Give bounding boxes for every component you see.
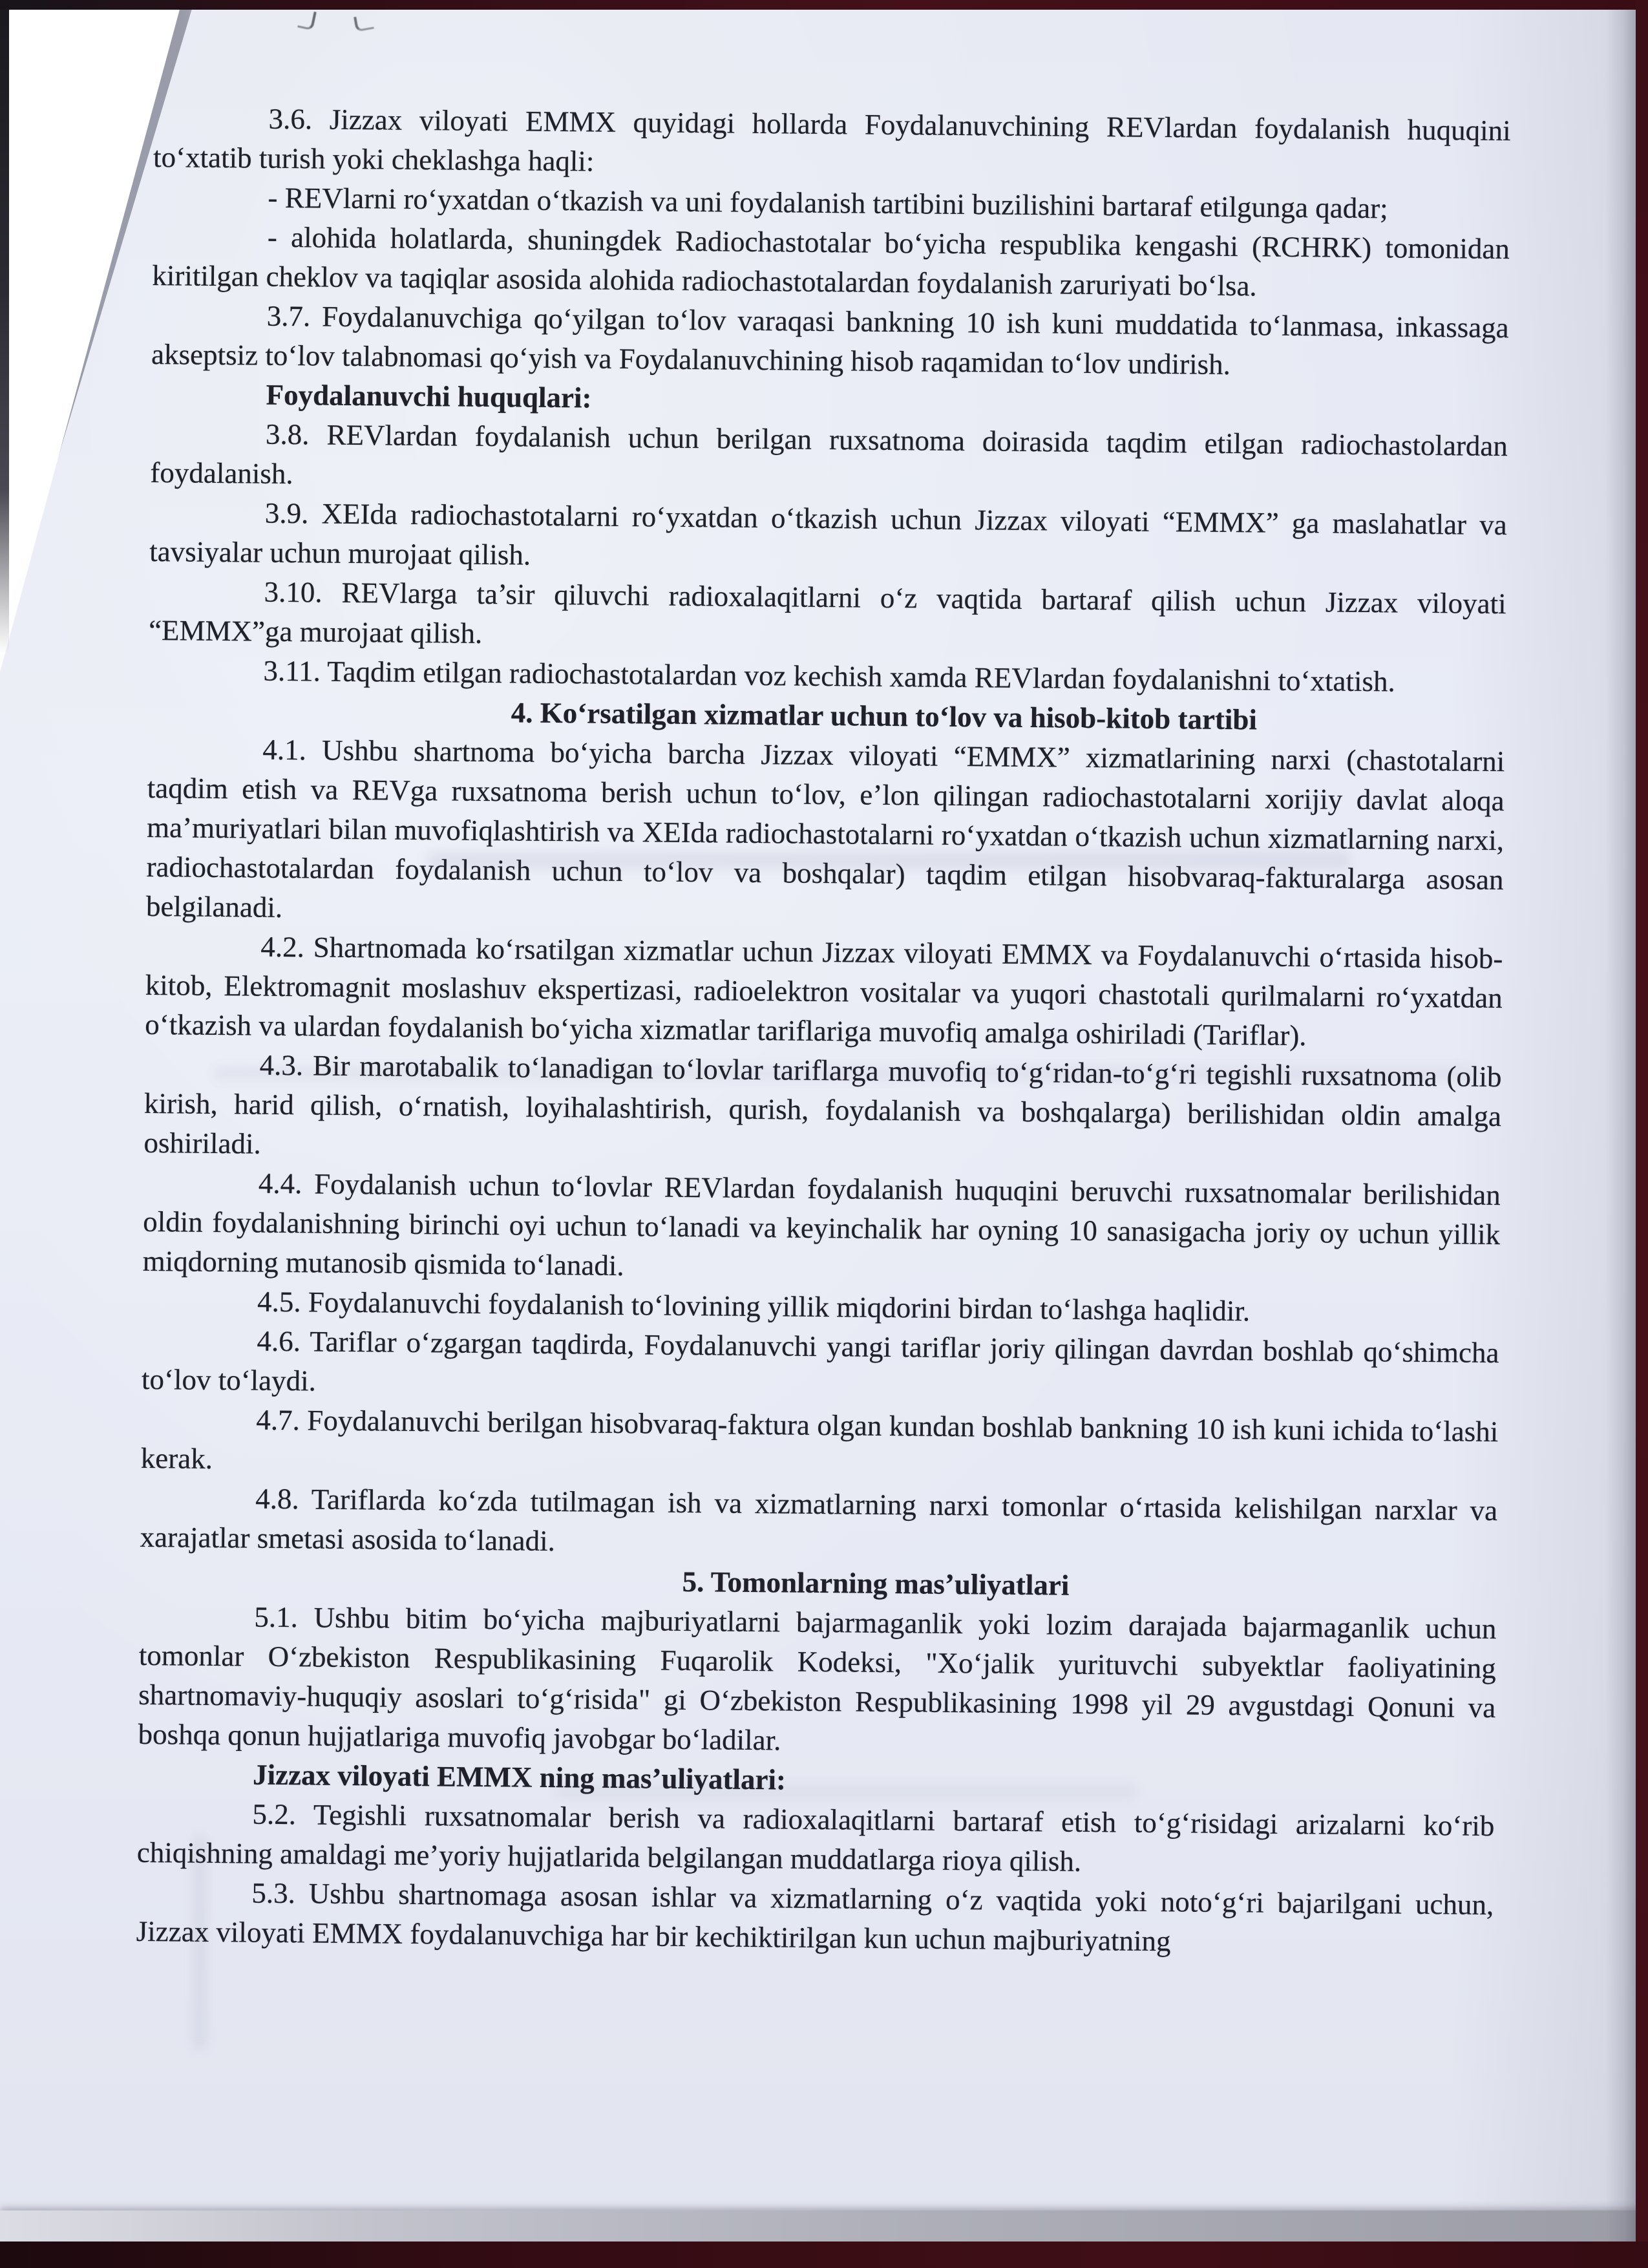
- scan-bottom-edge: [0, 2242, 1648, 2268]
- page-bottom-edge: [0, 2210, 1648, 2243]
- heading-section-4: 4. Ko‘rsatilgan xizmatlar uchun to‘lov va hisob-kitob tartibi: [511, 696, 1258, 736]
- document-text: [136, 98, 1510, 1964]
- heading-user-rights: Foydalanuvchi huquqlari:: [266, 378, 592, 414]
- scan-top-edge: [0, 0, 1648, 10]
- clause-5-2: 5.2. Tegishli ruxsatnomalar berish va radioxalaqitlarni bartaraf etish to‘g‘risidagi arizalarni ko‘rib chiqishning amaldagi me’yoriy hujjatlarida belgilangan muddatlarga rioya qilish.: [136, 1797, 1495, 1878]
- clause-3-7: 3.7. Foydalanuvchiga qo‘yilgan to‘lov varaqasi bankning 10 ish kuni muddatida to‘lanmasa, inkassaga akseptsiz to‘lov talabnomasi qo‘yish va Foydalanuvchining hisob raqamidan to‘lov undirish.: [151, 299, 1509, 381]
- clause-3-11: 3.11. Taqdim etilgan radiochastotalardan voz kechish xamda REVlardan foydalanishni to‘xtatish.: [263, 654, 1396, 698]
- clause-3-8: 3.8. REVlardan foydalanish uchun berilgan ruxsatnoma doirasida taqdim etilgan radiochastolardan foydalanish.: [150, 418, 1508, 491]
- left-page-edge: [0, 0, 9, 653]
- clause-4-2: 4.2. Shartnomada ko‘rsatilgan xizmatlar uchun Jizzax viloyati EMMX va Foydalanuvchi o‘rtasida hisob-kitob, Elektromagnit moslashuv ekspertizasi, radioelektron vositalar va yuqori chastotali qurilmalarni ro‘yxatdan o‘tkazish va ulardan foydalanish bo‘yicha xizmatlar tariflariga muvofiq amalga oshiriladi (Tariflar).: [145, 930, 1503, 1052]
- clause-4-5: 4.5. Foydalanuvchi foydalanish to‘lovining yillik miqdorini birdan to‘lashga haqlidir.: [257, 1285, 1251, 1328]
- heading-section-5: 5. Tomonlarning mas’uliyatlari: [682, 1565, 1070, 1602]
- clause-3-6-item-2: - alohida holatlarda, shuningdek Radiochastotalar bo‘yicha respublika kengashi (RCHRK) tomonidan kiritilgan cheklov va taqiqlar asosida alohida radiochastotalardan foydalanish zaruriyati bo‘lsa.: [152, 220, 1510, 302]
- clause-4-8: 4.8. Tariflarda ko‘zda tutilmagan ish va xizmatlarning narxi tomonlar o‘rtasida kelishilgan narxlar va xarajatlar smetasi asosida to‘lanadi.: [140, 1482, 1498, 1558]
- clause-4-1: 4.1. Ushbu shartnoma bo‘yicha barcha Jizzax viloyati “EMMX” xizmatlarining narxi (chastotalarni taqdim etish va REVga ruxsatnoma berish uchun to‘lov, e’lon qilingan radiochastotalarni xorijiy davlat aloqa ma’muriyatlari bilan muvofiqlashtirish va XEIda radiochastotalarni ro‘yxatdan o‘tkazish uchun xizmatlarning narxi, radiochastotalardan foydalanish uchun to‘lov va boshqalar) taqdim etilgan hisobvaraq-fakturalarga asosan belgilanadi.: [145, 733, 1505, 924]
- clause-3-6: 3.6. Jizzax viloyati EMMX quyidagi hollarda Foydalanuvchining REVlardan foydalanish huquqini to‘xtatib turish yoki cheklashga haqli:: [153, 102, 1511, 178]
- clause-4-3: 4.3. Bir marotabalik to‘lanadigan to‘lovlar tariflarga muvofiq to‘g‘ridan-to‘g‘ri tegishli ruxsatnoma (olib kirish, harid qilish, o‘rnatish, loyihalashtirish, qurish, foydalanish va boshqalarga) berilishidan oldin amalga oshiriladi.: [143, 1048, 1502, 1160]
- pen-mark: [354, 14, 374, 32]
- clause-3-9: 3.9. XEIda radiochastotalarni ro‘yxatdan o‘tkazish uchun Jizzax viloyati “EMMX” ga maslahatlar va tavsiyalar uchun murojaat qilish.: [149, 496, 1507, 571]
- pen-mark: [297, 9, 317, 30]
- right-page-edge-shadow: [1606, 0, 1636, 2268]
- heading-emmx-responsibilities: Jizzax viloyati EMMX ning mas’uliyatlari:: [252, 1758, 787, 1796]
- clause-4-6: 4.6. Tariflar o‘zgargan taqdirda, Foydalanuvchi yangi tariflar joriy qilingan davrdan boshlab qo‘shimcha to‘lov to‘laydi.: [141, 1324, 1499, 1397]
- clause-3-10: 3.10. REVlarga ta’sir qiluvchi radioxalaqitlarni o‘z vaqtida bartaraf qilish uchun Jizzax viloyati “EMMX”ga murojaat qilish.: [148, 575, 1506, 650]
- clause-5-3: 5.3. Ushbu shartnomaga asosan ishlar va xizmatlarning o‘z vaqtida yoki noto‘g‘ri bajarilgani uchun, Jizzax viloyati EMMX foydalanuvchiga har bir kechiktirilgan kun uchun majburiyatning: [136, 1876, 1494, 1958]
- clause-4-4: 4.4. Foydalanish uchun to‘lovlar REVlardan foydalanish huquqini beruvchi ruxsatnomalar berilishidan oldin foydalanishning birinchi oyi uchun to‘lanadi va keyinchalik har oyning 10 sanasigacha joriy oy uchun yillik miqdorning mutanosib qismida to‘lanadi.: [142, 1167, 1501, 1282]
- scan-right-edge: [1636, 0, 1648, 2268]
- clause-3-6-item-1: - REVlarni ro‘yxatdan o‘tkazish va uni foydalanish tartibini buzilishini bartaraf etilgunga qadar;: [268, 181, 1388, 225]
- clause-5-1: 5.1. Ushbu bitim bo‘yicha majburiyatlarni bajarmaganlik yoki lozim darajada bajarmaganlik uchun tomonlar O‘zbekiston Respublikasining Fuqarolik Kodeksi, "Xo‘jalik yurituvchi subyektlar faoliyatining shartnomaviy-huquqiy asoslari to‘g‘risida" gi O‘zbekiston Respublikasining 1998 yil 29 avgustdagi Qonuni va boshqa qonun hujjatlariga muvofiq javobgar bo‘ladilar.: [138, 1600, 1497, 1757]
- clause-4-7: 4.7. Foydalanuvchi berilgan hisobvaraq-faktura olgan kundan boshlab bankning 10 ish kuni ichida to‘lashi kerak.: [140, 1403, 1499, 1475]
